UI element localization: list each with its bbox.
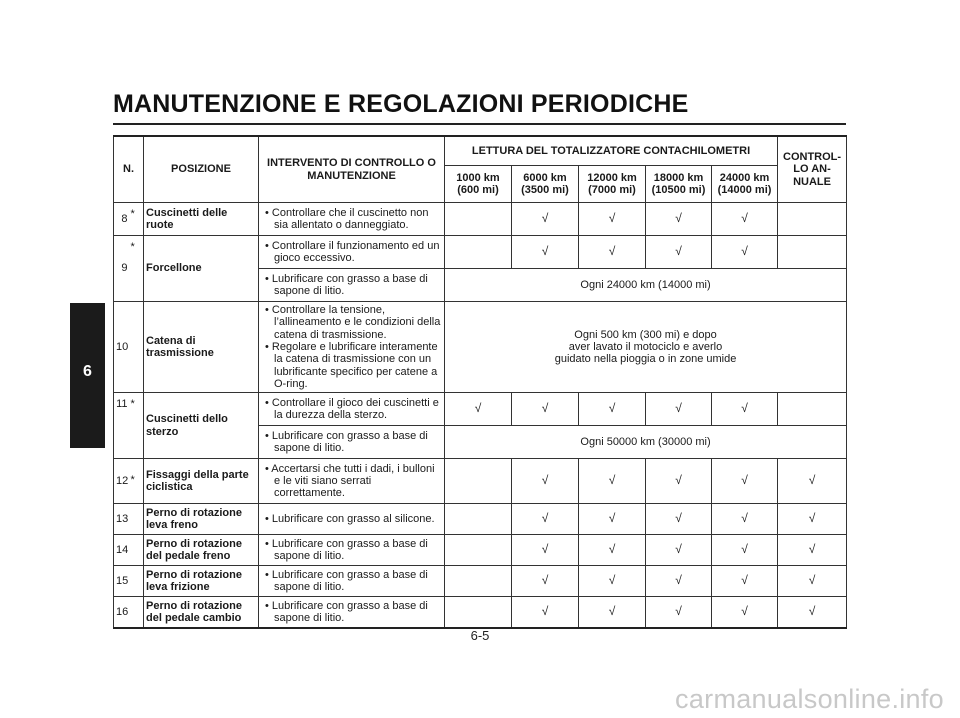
row-position: Perno di rotazione leva frizione [144,566,259,597]
check-cell [445,203,512,236]
check-cell [778,393,847,426]
check-cell: √ [778,597,847,629]
row-position: Fissaggi della parte ciclistica [144,459,259,504]
check-cell: √ [512,459,579,504]
title-underline [113,123,846,125]
check-cell: √ [512,203,579,236]
check-cell: √ [579,236,646,269]
row-number: 15 [114,566,131,597]
check-cell [445,566,512,597]
check-cell: √ [512,504,579,535]
check-cell: √ [579,535,646,566]
check-cell: √ [512,566,579,597]
check-cell [445,459,512,504]
check-cell: √ [646,535,712,566]
row-star: * [131,393,144,459]
intervention-text: • Lubrificare con grasso a base di sapone di litio. [265,429,428,455]
check-cell: √ [712,459,778,504]
row-number: 14 [114,535,131,566]
row-intervention [259,269,445,302]
check-cell: √ [712,393,778,426]
row-intervention [259,504,445,535]
header-num: N. [114,136,144,203]
row-position: Perno di rotazione del pedale freno [144,535,259,566]
header-km-4 [646,166,712,203]
row-intervention [259,302,445,393]
row-star [131,302,144,393]
check-cell: √ [646,504,712,535]
check-cell: √ [512,597,579,629]
row-intervention [259,203,445,236]
mi-value: (14000 mi) [717,184,772,196]
row-number: 12 [114,459,131,504]
row-star [131,504,144,535]
intervention-text: • Controllare la tensione, l’allineamento e le condizioni della catena di trasmissione. [265,304,441,341]
intervention-text: • Lubrificare con grasso al silicone. [265,513,435,526]
interval-note: Ogni 50000 km (30000 mi) [445,426,847,459]
check-cell [778,203,847,236]
intervention-text: • Accertarsi che tutti i dadi, i bulloni e le viti siano serrati correttamente. [265,462,435,500]
note-line: guidato nella pioggia o in zone umide [554,353,737,366]
km-value: 12000 km [587,171,637,184]
check-cell: √ [712,504,778,535]
interval-note [445,302,847,393]
check-cell: √ [712,236,778,269]
row-star [131,566,144,597]
row-number: 11 [114,393,131,459]
intervention-text: • Regolare e lubrificare interamente la catena di trasmissione con un lubrificante specifico per catene a O-ring. [265,340,438,390]
check-cell: √ [646,203,712,236]
watermark-text: carmanualsonline.info [675,684,944,714]
check-cell: √ [646,566,712,597]
table-row [114,236,847,269]
row-number: 16 [114,597,131,629]
interval-note: Ogni 24000 km (14000 mi) [445,269,847,302]
row-star [131,597,144,629]
row-star [131,535,144,566]
check-cell: √ [579,566,646,597]
page-title: MANUTENZIONE E REGOLAZIONI PERIODICHE [113,90,689,118]
check-cell: √ [712,203,778,236]
check-cell: √ [646,597,712,629]
table-row [114,203,847,236]
header-km-2 [512,166,579,203]
row-position: Forcellone [144,236,259,302]
row-number: 10 [114,302,131,393]
check-cell: √ [712,597,778,629]
check-cell: √ [579,203,646,236]
check-cell: √ [579,459,646,504]
mi-value: (10500 mi) [651,184,706,196]
row-intervention [259,535,445,566]
intervention-text: • Controllare che il cuscinetto non sia allentato o danneggiato. [265,206,429,231]
maintenance-table [113,135,847,629]
row-position: Cuscinetti delle ruote [144,203,259,236]
row-intervention [259,459,445,504]
check-cell: √ [778,459,847,504]
row-position: Perno di rotazione del pedale cambio [144,597,259,629]
intervention-text: • Lubrificare con grasso a base di sapone di litio. [265,568,428,594]
header-annual: CONTROL-LO AN-NUALE [778,136,847,203]
check-cell [445,597,512,629]
check-cell: √ [512,393,579,426]
row-position: Catena di trasmissione [144,302,259,393]
row-star: * [131,203,144,236]
table-row [114,597,847,629]
row-star: * [131,459,144,504]
intervention-text: • Controllare il gioco dei cuscinetti e la durezza della sterzo. [265,396,439,422]
table-row [114,566,847,597]
mi-value: (7000 mi) [588,184,636,196]
table-row [114,302,847,393]
check-cell [445,535,512,566]
check-cell: √ [512,535,579,566]
table-row [114,459,847,504]
check-cell: √ [445,393,512,426]
km-value: 18000 km [653,171,704,184]
header-km-5 [712,166,778,203]
check-cell: √ [579,504,646,535]
check-cell: √ [512,236,579,269]
row-intervention [259,236,445,269]
mi-value: (3500 mi) [521,184,569,196]
header-position: POSIZIONE [144,136,259,203]
row-intervention [259,597,445,629]
check-cell [445,236,512,269]
row-number: 9 [114,236,131,302]
check-cell: √ [646,459,712,504]
header-km-3 [579,166,646,203]
intervention-text: • Controllare il funzionamento ed un gioco eccessivo. [265,239,440,264]
check-cell: √ [778,504,847,535]
km-value: 1000 km [456,171,500,184]
table-row [114,393,847,426]
row-number: 8 [114,203,131,236]
check-cell: √ [712,535,778,566]
km-value: 6000 km [523,171,567,184]
check-cell: √ [712,566,778,597]
chapter-tab-number: 6 [83,363,92,380]
check-cell: √ [646,236,712,269]
intervention-text: • Lubrificare con grasso a base di sapone di litio. [265,272,428,297]
intervention-text: • Lubrificare con grasso a base di sapone di litio. [265,537,428,563]
row-intervention [259,393,445,426]
header-row [114,136,847,166]
chapter-tab [70,303,105,448]
note-line: Ogni 500 km (300 mi) e dopo [574,328,717,341]
check-cell: √ [778,566,847,597]
header-odometer: LETTURA DEL TOTALIZZATORE CONTACHILOMETRI [445,136,778,166]
km-value: 24000 km [719,171,770,184]
table-row [114,504,847,535]
row-star: * [131,236,144,302]
note-line: aver lavato il motociclo e averlo [568,340,723,353]
check-cell: √ [646,393,712,426]
row-intervention [259,426,445,459]
check-cell: √ [579,597,646,629]
check-cell [445,504,512,535]
row-intervention [259,566,445,597]
row-position: Cuscinetti dello sterzo [144,393,259,459]
check-cell [778,236,847,269]
mi-value: (600 mi) [457,184,499,196]
table-row [114,535,847,566]
check-cell: √ [579,393,646,426]
check-cell: √ [778,535,847,566]
row-position: Perno di rotazione leva freno [144,504,259,535]
row-number: 13 [114,504,131,535]
header-intervention: INTERVENTO DI CONTROLLO O MANUTENZIONE [259,136,445,203]
intervention-text: • Lubrificare con grasso a base di sapone di litio. [265,599,428,625]
header-km-1 [445,166,512,203]
page-number: 6-5 [470,628,490,643]
